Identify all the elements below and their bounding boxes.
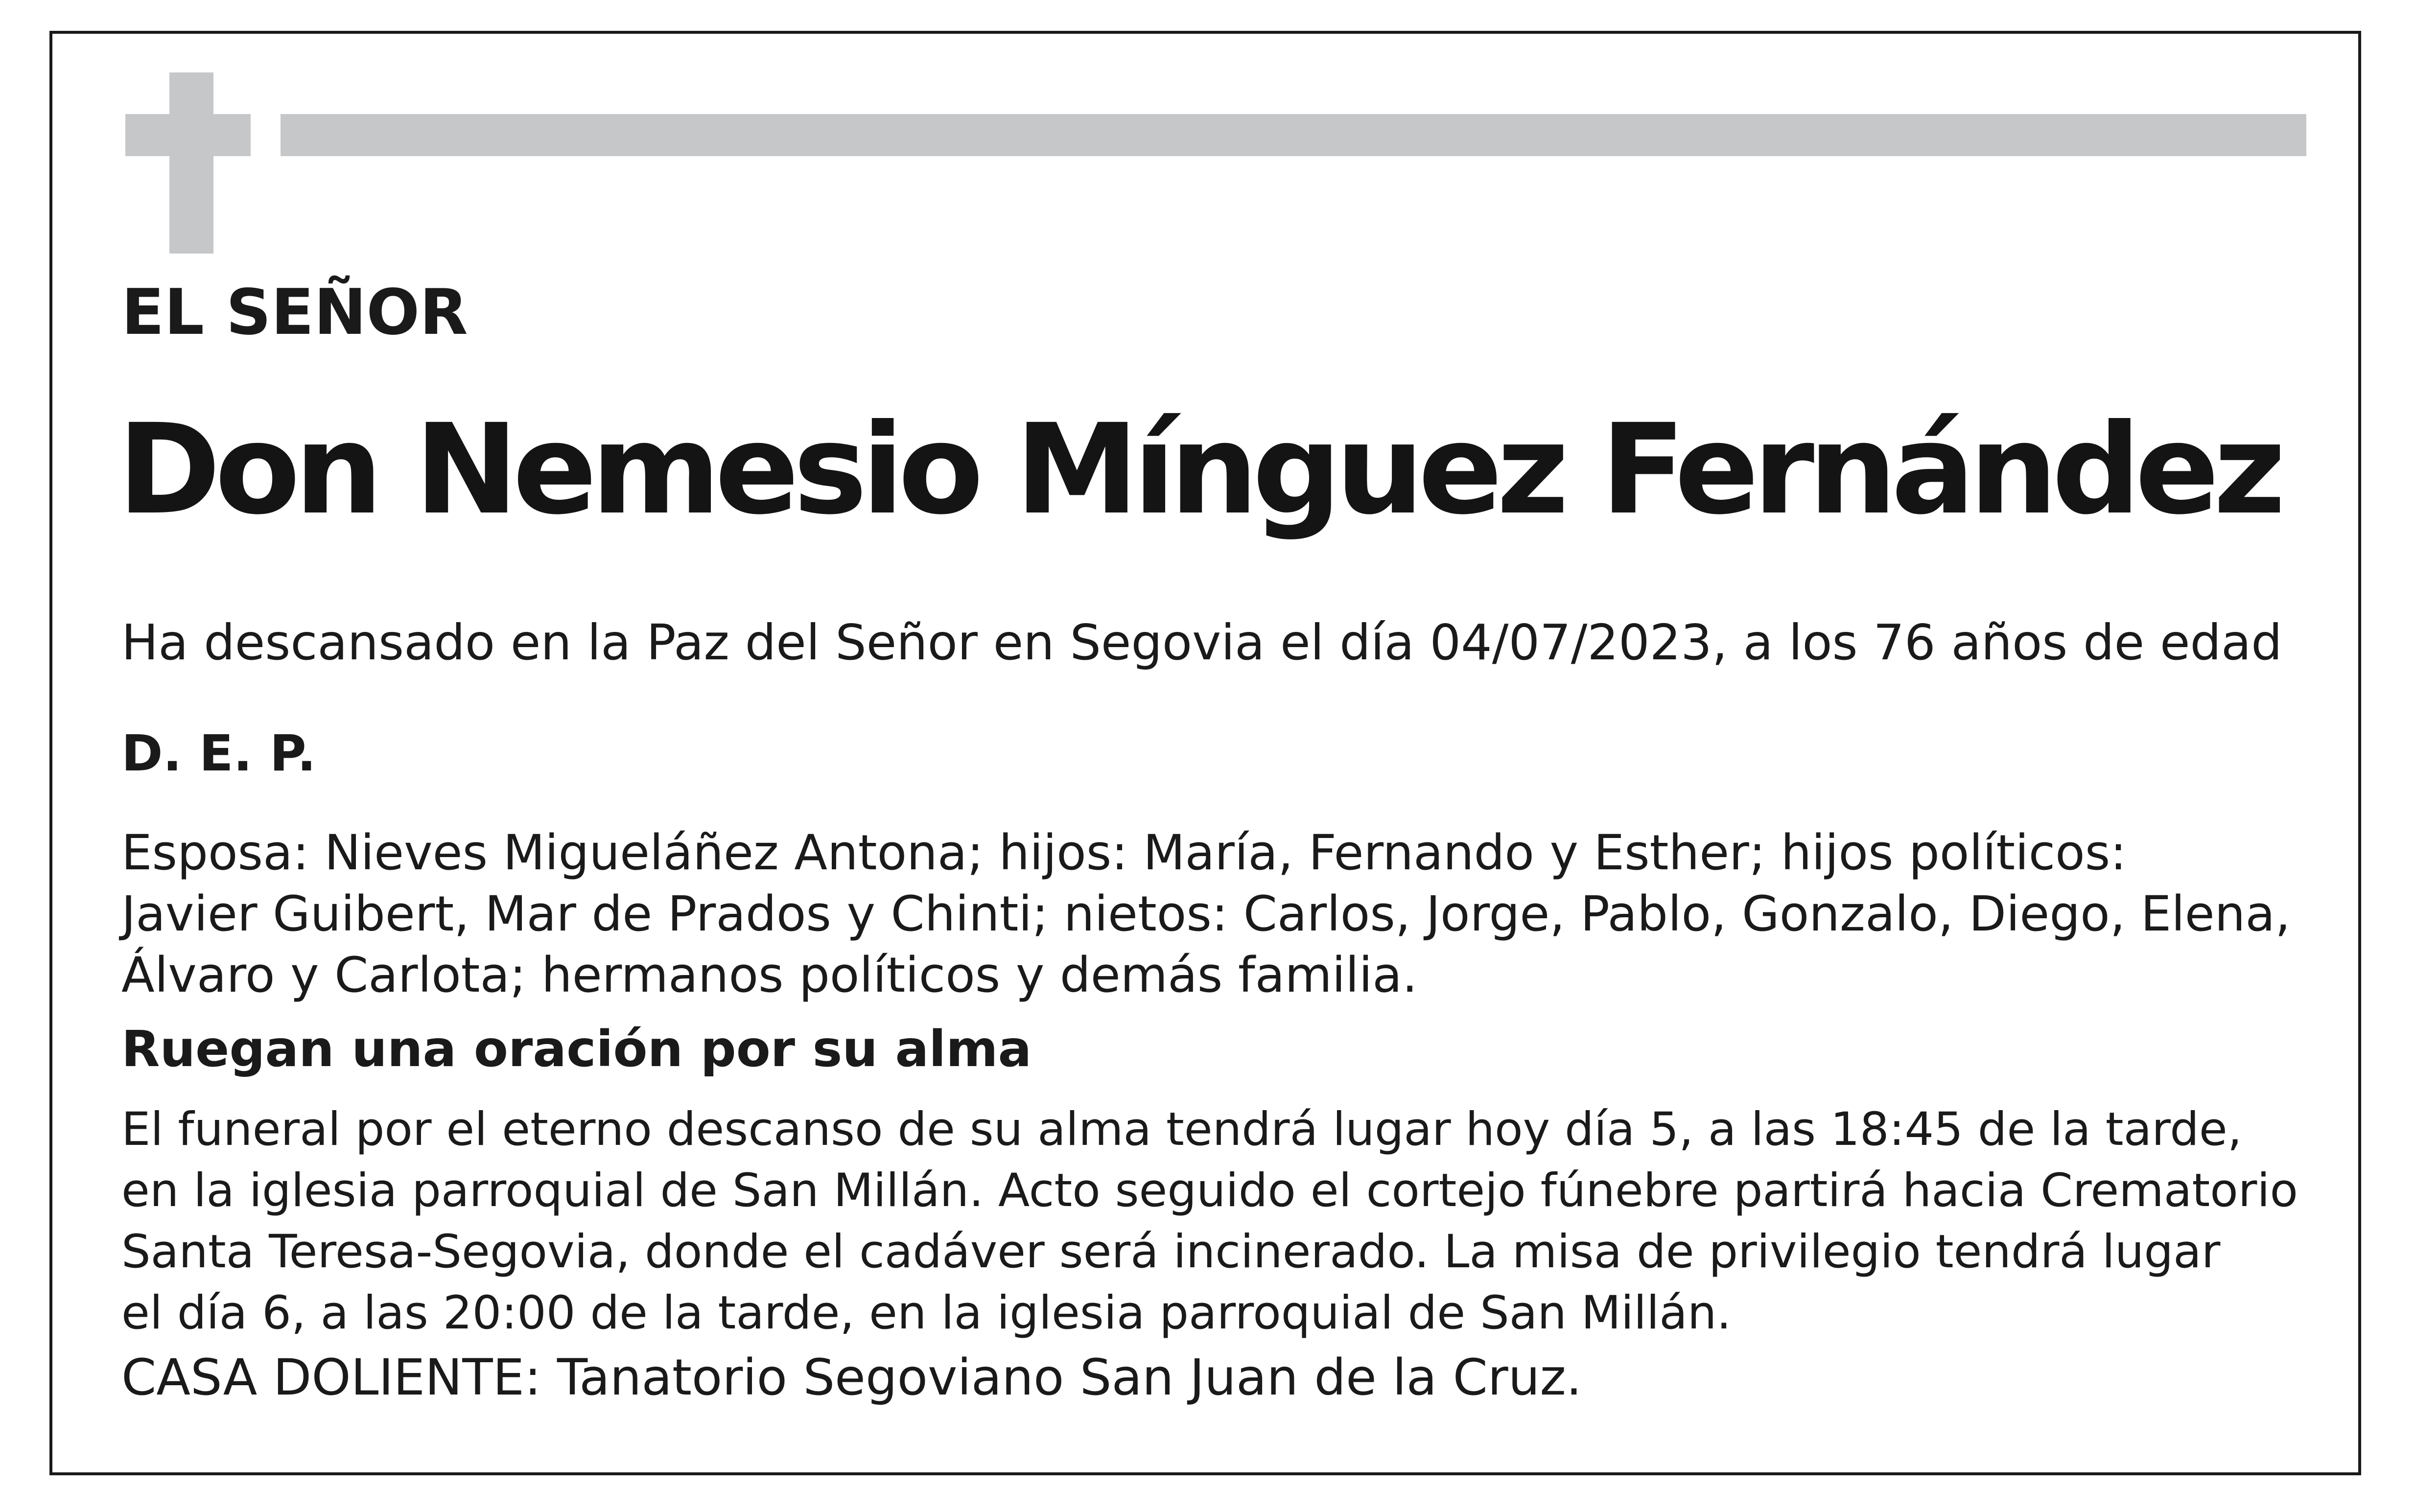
dep-text: D. E. P. [121, 724, 316, 783]
family-paragraph [121, 822, 2291, 1006]
death-announcement: Ha descansado en la Paz del Señor en Segovia el día 04/07/2023, a los 76 años de edad [121, 614, 2282, 671]
deceased-name: Don Nemesio Mínguez Fernández [117, 397, 2280, 542]
funeral-line: en la iglesia parroquial de San Millán. Acto seguido el cortejo fúnebre partirá hacia Crematorio [121, 1164, 2298, 1217]
cross-vertical-bar [169, 72, 213, 254]
family-line: Javier Guibert, Mar de Prados y Chinti; nietos: Carlos, Jorge, Pablo, Gonzalo, Diego, Elena, [121, 886, 2291, 942]
funeral-line: El funeral por el eterno descanso de su alma tendrá lugar hoy día 5, a las 18:45 de la tarde, [121, 1103, 2242, 1156]
funeral-line: Santa Teresa-Segovia, donde el cadáver será incinerado. La misa de privilegio tendrá lugar [121, 1225, 2221, 1279]
funeral-paragraph [121, 1099, 2298, 1344]
prayer-request: Ruegan una oración por su alma [121, 1020, 1032, 1078]
honorific: EL SEÑOR [121, 276, 468, 349]
header-rule [281, 114, 2306, 156]
family-line: Álvaro y Carlota; hermanos políticos y demás familia. [121, 947, 1418, 1003]
funeral-line: el día 6, a las 20:00 de la tarde, en la iglesia parroquial de San Millán. [121, 1286, 1732, 1340]
cross-horizontal-bar [125, 114, 251, 156]
family-line: Esposa: Nieves Migueláñez Antona; hijos: María, Fernando y Esther; hijos políticos: [121, 825, 2127, 881]
mourning-house: CASA DOLIENTE: Tanatorio Segoviano San Juan de la Cruz. [121, 1349, 1582, 1407]
